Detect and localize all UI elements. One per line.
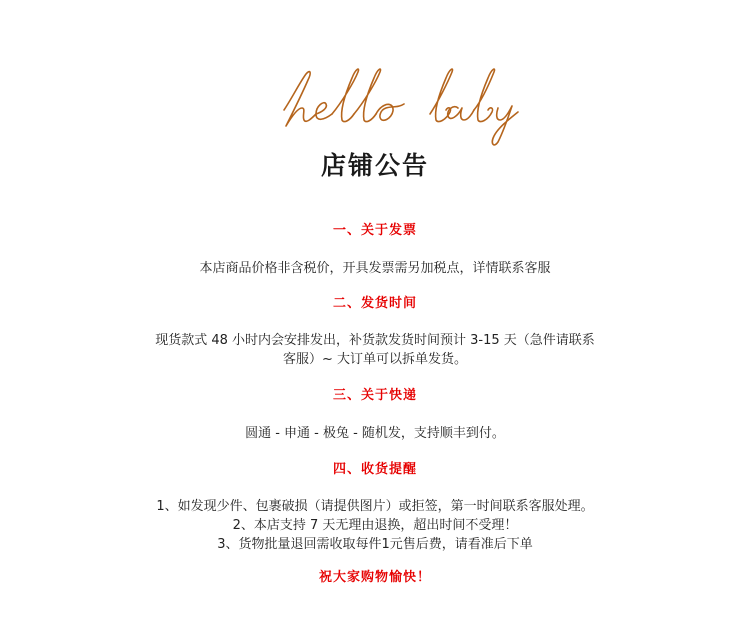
section-heading-shipping-time: 二、发货时间	[332, 296, 417, 311]
section-line: 圆通 - 申通 - 极兔 - 随机发，支持顺丰到付。	[245, 426, 505, 441]
closing-message: 祝大家购物愉快！	[318, 570, 431, 585]
page-title: 店铺公告	[320, 151, 429, 180]
section-body-receipt	[0, 497, 750, 554]
section-line: 1、如发现少件、包裹破损（请提供图片）或拒签，第一时间联系客服处理。	[156, 499, 594, 514]
section-line: 本店商品价格非含税价，开具发票需另加税点，详情联系客服	[199, 261, 551, 276]
hello-baby-logo	[262, 58, 542, 148]
section-line: 2、本店支持 7 天无理由退换，超出时间不受理！	[232, 518, 518, 533]
section-line: 3、货物批量退回需收取每件1元售后费，请看准后下单	[217, 537, 533, 552]
section-heading-invoice: 一、关于发票	[332, 223, 417, 238]
section-heading-courier: 三、关于快递	[332, 388, 417, 403]
section-line: 现货款式 48 小时内会安排发出，补货款发货时间预计 3-15 天（急件请联系	[155, 333, 595, 348]
section-line: 客服）~ 大订单可以拆单发货。	[282, 352, 468, 367]
section-body-courier	[0, 424, 750, 443]
section-body-invoice	[0, 259, 750, 278]
section-heading-receipt: 四、收货提醒	[332, 462, 417, 477]
hello-baby-script-logo	[262, 58, 542, 148]
section-body-shipping-time	[0, 331, 750, 369]
